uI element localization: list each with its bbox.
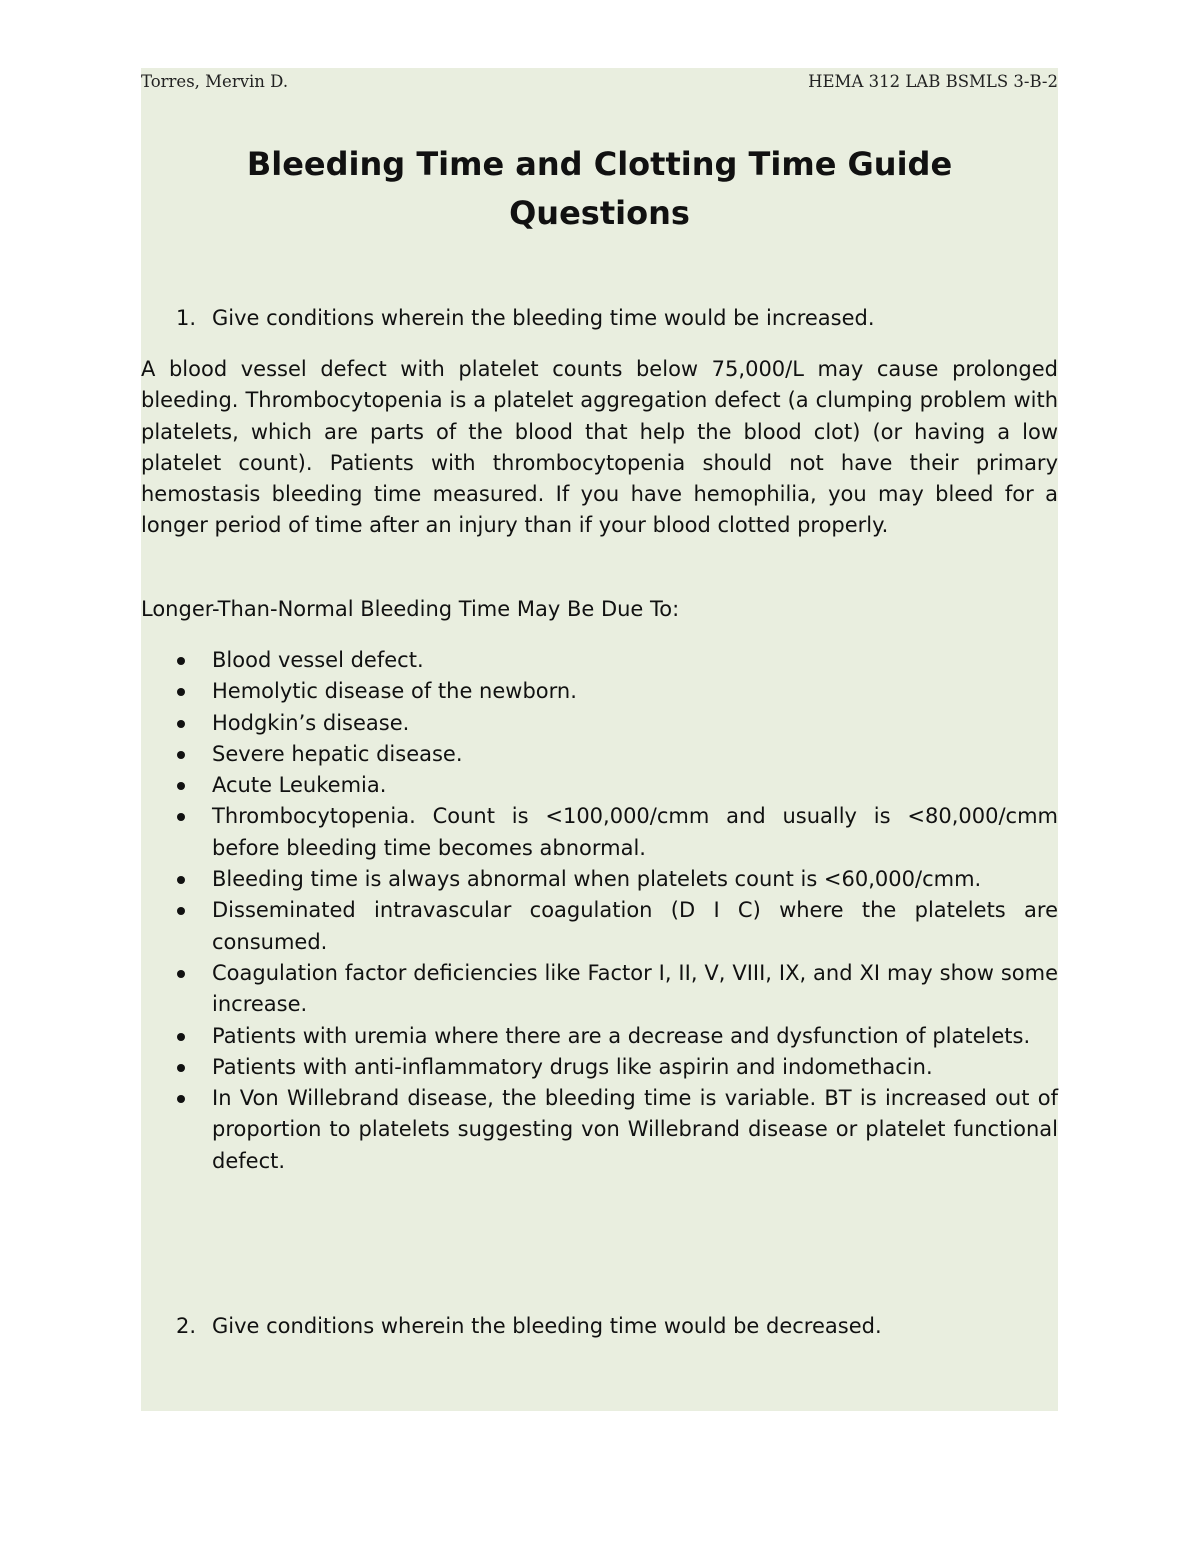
- page-title: [141, 140, 1058, 238]
- list-item: [141, 770, 1058, 801]
- title-line-2: Questions: [509, 194, 690, 232]
- list-item-text: Thrombocytopenia. Count is <100,000/cmm and usually is <80,000/cmm before bleeding time becomes abnormal.: [212, 804, 1058, 860]
- list-item-text: In Von Willebrand disease, the bleeding time is variable. BT is increased out of proportion to platelets suggesting von Willebrand disease or platelet functional defect.: [212, 1086, 1058, 1173]
- bullet-icon: [177, 782, 185, 790]
- bullet-icon: [177, 751, 185, 759]
- list-item-text: Patients with anti-inflammatory drugs like aspirin and indomethacin.: [212, 1054, 933, 1079]
- list-item-text: Coagulation factor deficiencies like Factor I, II, V, VIII, IX, and XI may show some increase.: [212, 960, 1058, 1017]
- list-item-text: Severe hepatic disease.: [212, 741, 463, 766]
- list-item: [141, 801, 1058, 864]
- title-line-1: Bleeding Time and Clotting Time Guide: [246, 145, 953, 183]
- answer-paragraph: A blood vessel defect with platelet counts below 75,000/L may cause prolonged bleeding. Thrombocytopenia is a platelet aggregation defect (a clumping problem with platelets, which are parts of the blood that help the blood clot) (or having a low platelet count). Patients with thrombocytopenia should not have their primary hemostasis bleeding time measured. If you have hemophilia, you may bleed for a longer period of time after an injury than if your blood clotted properly.: [141, 357, 1058, 538]
- causes-list: [141, 645, 1058, 1177]
- list-item: [141, 1052, 1058, 1083]
- list-item: [141, 739, 1058, 770]
- list-item: [141, 895, 1058, 958]
- list-heading: Longer-Than-Normal Bleeding Time May Be Due To:: [141, 597, 680, 621]
- bullet-icon: [177, 720, 185, 728]
- list-item: [141, 645, 1058, 676]
- page-header: [141, 72, 1058, 96]
- question-text: Give conditions wherein the bleeding time would be increased.: [212, 306, 875, 330]
- list-item-text: Hemolytic disease of the newborn.: [212, 679, 577, 704]
- bullet-icon: [177, 1033, 185, 1041]
- list-item: [141, 864, 1058, 895]
- list-item-text: Bleeding time is always abnormal when platelets count is <60,000/cmm.: [212, 867, 982, 892]
- list-item-text: Blood vessel defect.: [212, 648, 424, 672]
- bullet-icon: [177, 688, 185, 696]
- question-number: 1.: [176, 306, 197, 330]
- list-item-text: Patients with uremia where there are a decrease and dysfunction of platelets.: [212, 1023, 1031, 1048]
- course-code: HEMA 312 LAB BSMLS 3-B-2: [808, 72, 1058, 91]
- author-name: Torres, Mervin D.: [141, 72, 289, 91]
- list-item: [141, 676, 1058, 707]
- list-item: [141, 1083, 1058, 1177]
- bullet-icon: [177, 970, 185, 978]
- list-item-text: Disseminated intravascular coagulation (D I C) where the platelets are consumed.: [212, 898, 1058, 954]
- bullet-icon: [177, 1064, 185, 1072]
- list-item: [141, 708, 1058, 739]
- question-number: 2.: [176, 1314, 197, 1338]
- bullet-icon: [177, 876, 185, 884]
- list-item: [141, 1021, 1058, 1052]
- bullet-icon: [177, 907, 185, 915]
- bullet-icon: [177, 813, 185, 821]
- bullet-icon: [177, 657, 185, 665]
- list-item: [141, 958, 1058, 1021]
- list-item-text: Hodgkin’s disease.: [212, 710, 410, 735]
- question-text: Give conditions wherein the bleeding time would be decreased.: [212, 1314, 882, 1338]
- list-item-text: Acute Leukemia.: [212, 773, 387, 798]
- bullet-icon: [177, 1095, 185, 1103]
